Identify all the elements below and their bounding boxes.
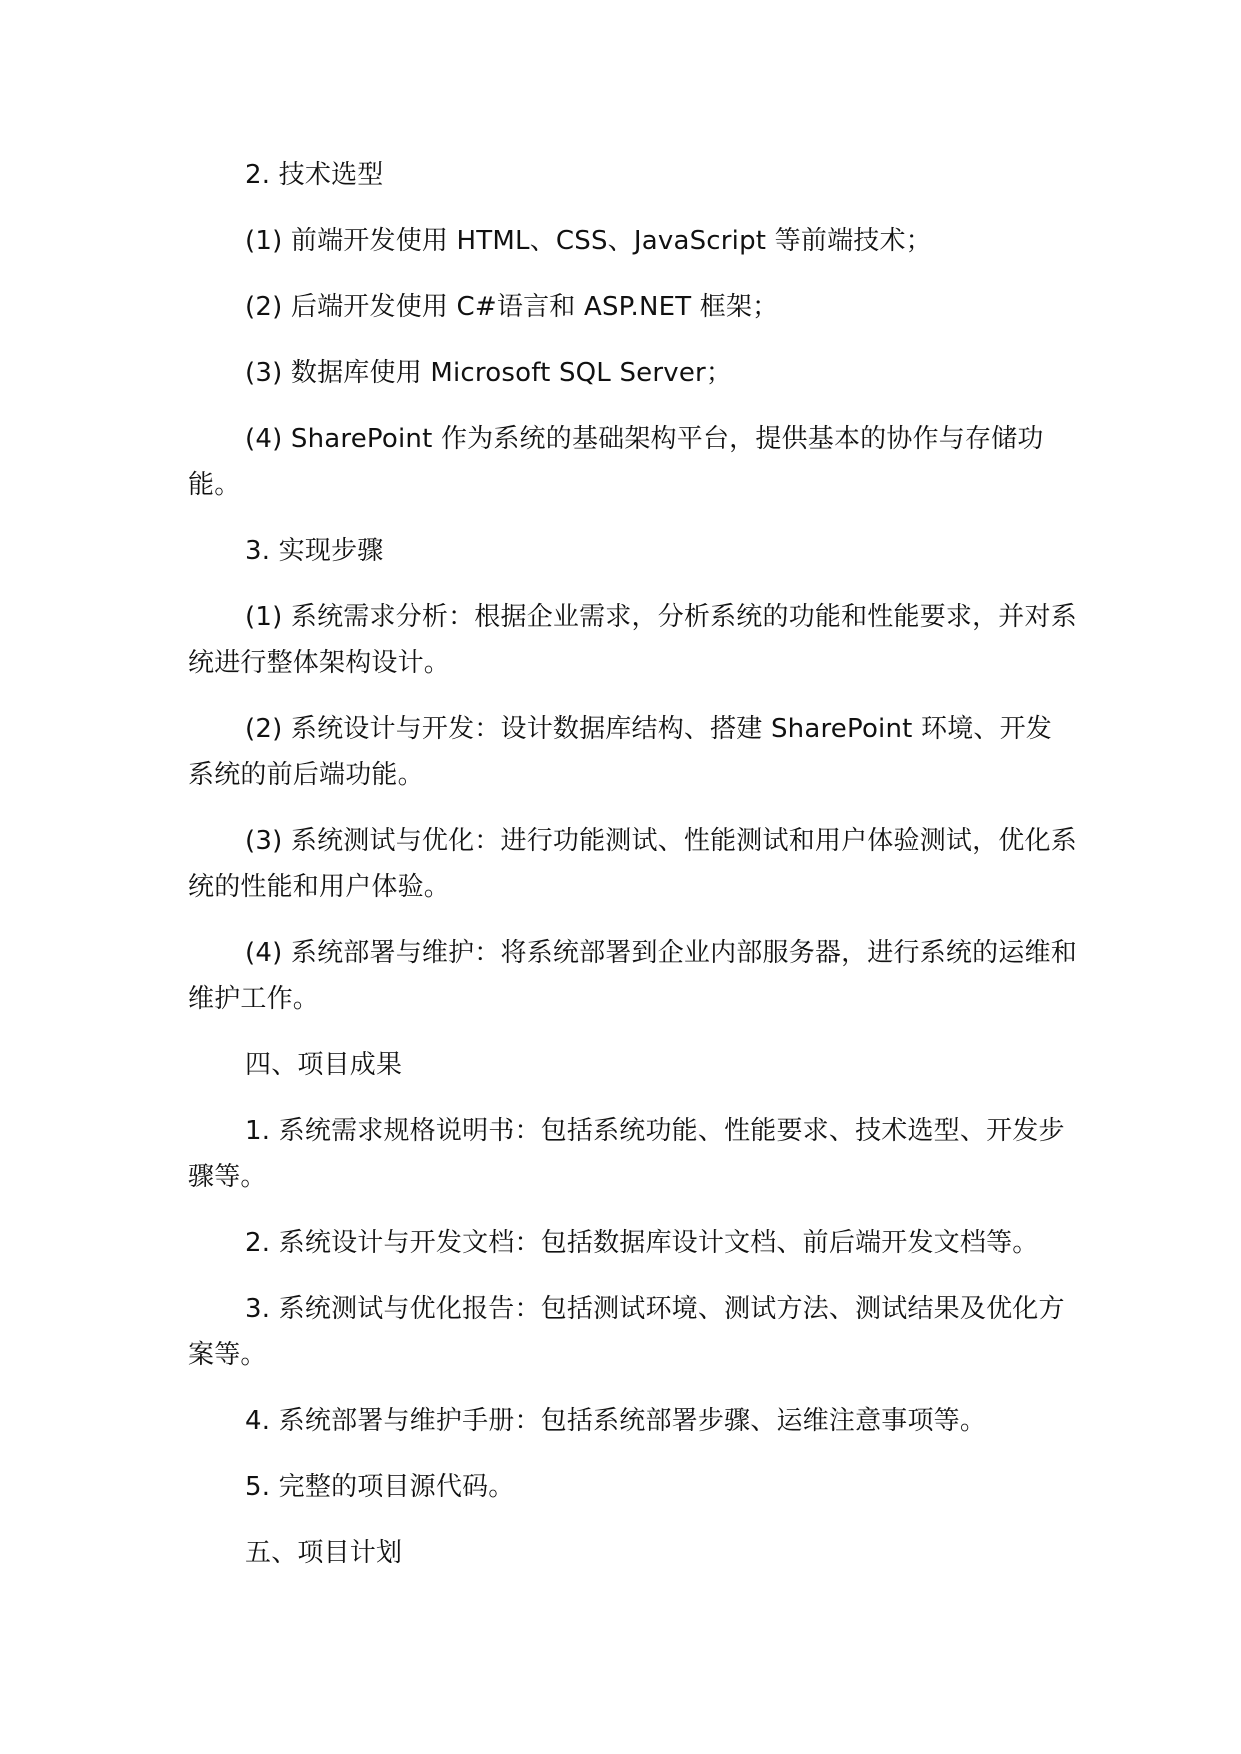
list-item-frontend: (1) 前端开发使用 HTML、CSS、JavaScript 等前端技术；: [245, 226, 932, 256]
list-item-backend: (2) 后端开发使用 C#语言和 ASP.NET 框架；: [245, 292, 779, 322]
list-item-sharepoint: (4) SharePoint 作为系统的基础架构平台，提供基本的协作与存储功能。: [188, 424, 1044, 500]
section-heading-implementation-steps: 3. 实现步骤: [245, 536, 384, 566]
list-item-deployment-manual: 4. 系统部署与维护手册：包括系统部署步骤、运维注意事项等。: [245, 1406, 987, 1436]
list-item-design-development: (2) 系统设计与开发：设计数据库结构、搭建 SharePoint 环境、开发系统的前后端功能。: [188, 714, 1053, 790]
list-item-requirements-analysis: (1) 系统需求分析：根据企业需求，分析系统的功能和性能要求，并对系统进行整体架构设计。: [188, 602, 1077, 678]
section-heading-project-plan: 五、项目计划: [245, 1538, 403, 1568]
list-item-deployment-maintenance: (4) 系统部署与维护：将系统部署到企业内部服务器，进行系统的运维和维护工作。: [188, 938, 1077, 1014]
list-item-design-docs: 2. 系统设计与开发文档：包括数据库设计文档、前后端开发文档等。: [245, 1228, 1039, 1258]
list-item-test-report: 3. 系统测试与优化报告：包括测试环境、测试方法、测试结果及优化方案等。: [188, 1294, 1065, 1370]
section-heading-project-outcomes: 四、项目成果: [245, 1050, 403, 1080]
section-heading-tech-selection: 2. 技术选型: [245, 160, 384, 190]
list-item-database: (3) 数据库使用 Microsoft SQL Server；: [245, 358, 733, 388]
list-item-testing-optimization: (3) 系统测试与优化：进行功能测试、性能测试和用户体验测试，优化系统的性能和用户体验。: [188, 826, 1077, 902]
list-item-source-code: 5. 完整的项目源代码。: [245, 1472, 515, 1502]
list-item-requirements-spec: 1. 系统需求规格说明书：包括系统功能、性能要求、技术选型、开发步骤等。: [188, 1116, 1065, 1192]
document-body: [188, 152, 1078, 1596]
